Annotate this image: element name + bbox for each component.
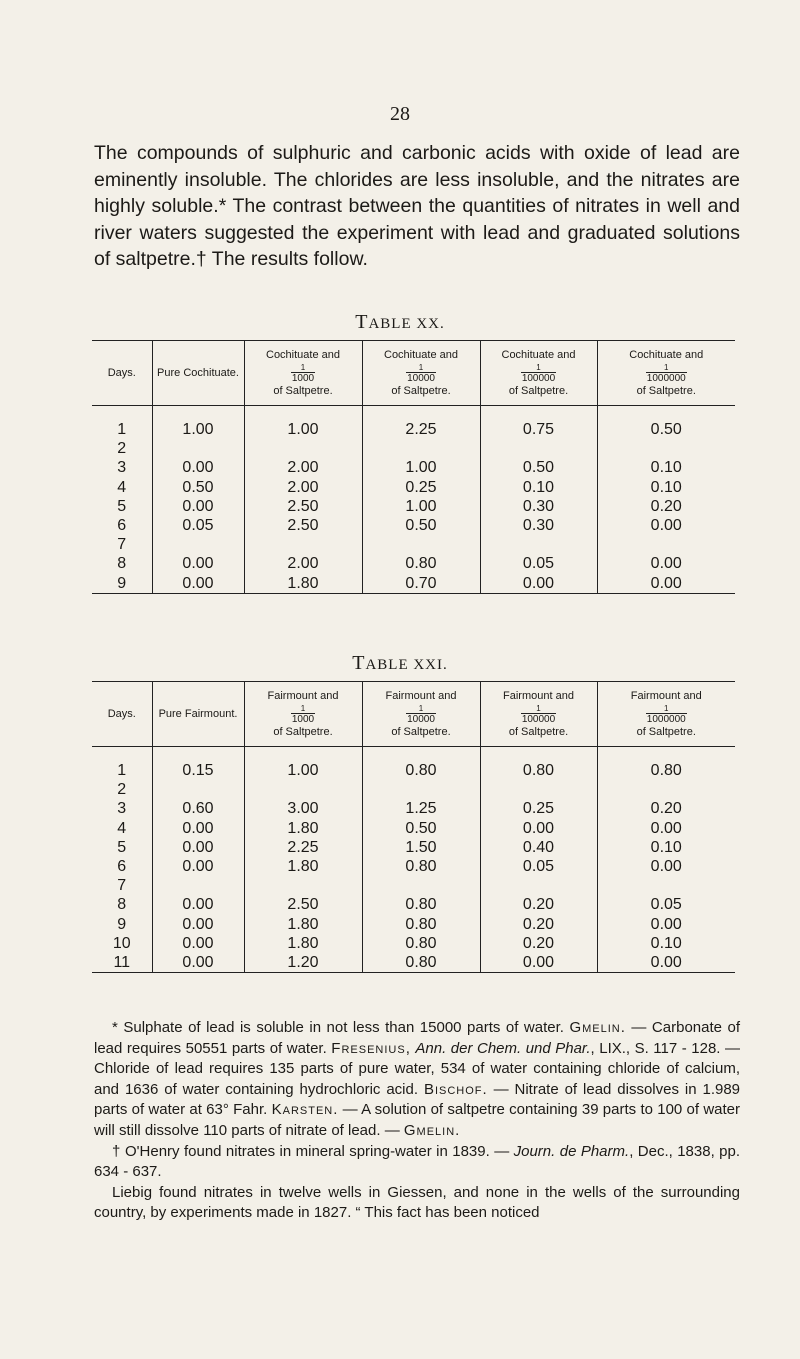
table-xxi-title-rest: ABLE XXI. <box>365 657 448 673</box>
table-cell: 0.00 <box>480 819 597 838</box>
table-row <box>92 953 735 973</box>
table-cell <box>480 780 597 799</box>
footnote-star-text-a: * Sulphate of lead is soluble in not less than 15000 parts of water. <box>112 1019 564 1036</box>
fraction-numerator: 1 <box>300 363 306 372</box>
fraction <box>646 704 687 725</box>
table-cell: 0.70 <box>362 574 480 594</box>
table-cell: 8 <box>117 555 127 573</box>
table-cell: 0.80 <box>362 953 480 973</box>
journal-title-2: Journ. de Pharm. <box>513 1142 630 1160</box>
table-cell <box>244 780 362 799</box>
header-dilution-2 <box>362 341 480 406</box>
fraction-denominator: 10000 <box>407 714 435 725</box>
table-row <box>92 934 735 953</box>
table-row <box>92 799 735 818</box>
table-cell: 7 <box>117 877 127 895</box>
table-cell: 0.10 <box>597 478 735 497</box>
table-xxi <box>92 681 735 973</box>
header-prefix: Cochituate and <box>266 349 340 361</box>
header-suffix: of Saltpetre. <box>273 726 333 738</box>
header-prefix: Cochituate and <box>629 349 704 361</box>
table-cell: 0.20 <box>480 915 597 934</box>
fraction <box>406 704 436 725</box>
table-cell: 0.20 <box>597 497 735 516</box>
fraction-numerator: 1 <box>664 363 669 372</box>
footnote-star-text-c: , LIX., S. 117 - 128. — Chloride of lead requires 135 parts of pure water, 534 of water containing chloride of calcium, and 1636 of water containing hydrochloric acid. <box>94 1039 740 1098</box>
header-prefix: Fairmount and <box>630 690 702 702</box>
table-cell: 0.00 <box>152 574 244 594</box>
fraction-denominator: 100000 <box>521 373 556 384</box>
fraction-denominator: 10000 <box>407 373 435 384</box>
header-dilution-4 <box>597 341 735 406</box>
table-cell: 1.20 <box>244 953 362 973</box>
fraction-numerator: 1 <box>418 363 424 372</box>
table-cell: 1.00 <box>152 406 244 440</box>
footnote-star <box>94 1018 740 1142</box>
table-cell: 9 <box>92 574 152 594</box>
table-cell: 0.50 <box>362 516 480 535</box>
table-xxi-title-initial: T <box>352 652 366 674</box>
table-row <box>92 535 735 554</box>
table-row <box>92 747 735 781</box>
citation-bischof: Bischof. <box>423 1080 488 1098</box>
table-cell: 0.00 <box>480 953 597 973</box>
table-cell <box>362 876 480 895</box>
table-cell: 2 <box>117 781 127 799</box>
header-dilution-3 <box>480 682 597 747</box>
table-cell <box>480 876 597 895</box>
table-cell: 0.80 <box>597 747 735 781</box>
table-cell: 0.20 <box>480 934 597 953</box>
table-cell: 0.30 <box>480 497 597 516</box>
footnote-star-text-b: — Carbonate of lead requires 50551 parts of water. <box>94 1019 741 1057</box>
table-cell: 0.00 <box>152 895 244 914</box>
table-cell: 1.00 <box>244 747 362 781</box>
table-row <box>92 406 735 440</box>
table-cell: 6 <box>117 517 127 535</box>
table-cell: 2.50 <box>244 516 362 535</box>
table-row <box>92 819 735 838</box>
table-cell: 0.25 <box>362 478 480 497</box>
table-cell: 0.20 <box>480 895 597 914</box>
table-cell: 2.25 <box>244 838 362 857</box>
table-cell: 1.80 <box>244 819 362 838</box>
table-cell: 6 <box>117 858 127 876</box>
table-cell: 2.50 <box>244 497 362 516</box>
table-cell <box>152 439 244 458</box>
table-cell <box>244 439 362 458</box>
fraction-denominator: 1000000 <box>646 373 686 384</box>
table-cell: 0.05 <box>152 516 244 535</box>
table-cell: 0.20 <box>597 799 735 818</box>
table-cell: 3.00 <box>244 799 362 818</box>
footnote-dagger-text-b: , Dec., 1838, pp. 634 - 637. <box>94 1142 740 1181</box>
footnote-dagger <box>94 1142 740 1183</box>
table-cell: 0.00 <box>597 819 735 838</box>
table-cell: 0.00 <box>152 497 244 516</box>
table-cell: 0.30 <box>480 516 597 535</box>
table-row <box>92 554 735 573</box>
header-suffix: of Saltpetre. <box>508 385 569 397</box>
table-cell: 0.50 <box>480 458 597 477</box>
table-row <box>92 857 735 876</box>
table-cell: 2 <box>117 440 127 458</box>
table-cell: 0.05 <box>480 857 597 876</box>
table-cell: 1.80 <box>244 934 362 953</box>
header-suffix: of Saltpetre. <box>391 726 451 738</box>
fraction <box>521 363 556 384</box>
header-suffix: of Saltpetre. <box>391 385 451 397</box>
table-row <box>92 458 735 477</box>
header-dilution-2 <box>362 682 480 747</box>
table-cell: 7 <box>117 536 127 554</box>
table-cell: 4 <box>117 478 127 496</box>
table-cell: 2.50 <box>244 895 362 914</box>
header-prefix: Fairmount and <box>503 690 574 702</box>
table-cell: 1.50 <box>362 838 480 857</box>
intro-paragraph: The compounds of sulphuric and carbonic acids with oxide of lead are eminently insoluble. The chlorides are less insoluble, and the nitrates are highly soluble.* The contrast between the quantities of nitrates in well and river waters suggested the experiment with lead and graduated solutions of saltpetre.† The results follow. <box>94 142 740 270</box>
table-cell: 2.25 <box>362 406 480 440</box>
header-row <box>92 682 735 747</box>
table-cell: 0.00 <box>152 857 244 876</box>
table-cell <box>152 876 244 895</box>
table-cell: 0.80 <box>362 747 480 781</box>
fraction <box>521 704 556 725</box>
table-cell: 0.00 <box>597 574 735 594</box>
table-cell: 1.00 <box>362 497 480 516</box>
table-cell: 0.40 <box>480 838 597 857</box>
header-suffix: of Saltpetre. <box>636 385 696 397</box>
table-cell <box>597 439 735 458</box>
table-cell: 0.00 <box>152 915 244 934</box>
header-prefix: Fairmount and <box>267 690 339 702</box>
header-dilution-4 <box>597 682 735 747</box>
table-cell: 0.00 <box>152 554 244 573</box>
header-days: Days. <box>92 682 152 747</box>
citation-karsten: Karsten. <box>271 1101 339 1119</box>
table-cell: 1.25 <box>362 799 480 818</box>
fraction-denominator: 1000 <box>291 373 315 384</box>
table-cell: 0.05 <box>597 895 735 914</box>
fraction-denominator: 1000 <box>291 714 315 725</box>
footnote-star-text-e: — A solution of saltpetre containing 39 parts to 100 of water will still dissolve 110 parts of nitrate of lead. — <box>94 1101 741 1139</box>
table-cell: 8 <box>117 896 127 914</box>
table-cell <box>597 780 735 799</box>
header-suffix: of Saltpetre. <box>508 726 569 738</box>
fraction <box>406 363 436 384</box>
header-dilution-3 <box>480 341 597 406</box>
table-cell <box>362 780 480 799</box>
table-row <box>92 497 735 516</box>
table-cell: 0.00 <box>152 838 244 857</box>
table-xx-title-rest: ABLE XX. <box>368 316 445 332</box>
table-cell: 1 <box>117 421 127 438</box>
table-cell: 1 <box>117 762 127 779</box>
footnote-dagger-text-a: † O'Henry found nitrates in mineral spring-water in 1839. — <box>112 1142 510 1160</box>
table-cell: 9 <box>117 915 127 933</box>
header-prefix: Cochituate and <box>384 349 458 361</box>
table-cell: 0.80 <box>362 934 480 953</box>
table-cell: 3 <box>117 459 127 477</box>
header-pure: Pure Cochituate. <box>152 341 244 406</box>
table-cell: 2.00 <box>244 478 362 497</box>
table-row <box>92 439 735 458</box>
table-cell: 0.60 <box>152 799 244 818</box>
table-cell: 4 <box>117 819 127 837</box>
table-cell: 0.00 <box>597 915 735 934</box>
table-cell: 2.00 <box>244 458 362 477</box>
fraction <box>291 704 315 725</box>
table-xx-title <box>0 311 800 334</box>
header-suffix: of Saltpetre. <box>636 726 696 738</box>
footnote-liebig: Liebig found nitrates in twelve wells in Giessen, and none in the wells of the surrounding country, by experiments made in 1827. “ This fact has been noticed <box>94 1183 740 1222</box>
fraction-numerator: 1 <box>536 704 541 713</box>
header-dilution-1 <box>244 341 362 406</box>
citation-fresenius: Fresenius, <box>331 1039 411 1057</box>
footnotes <box>94 1018 740 1224</box>
table-cell: 1.80 <box>244 857 362 876</box>
table-cell: 5 <box>117 497 127 515</box>
fraction-numerator: 1 <box>418 704 424 713</box>
table-cell <box>480 439 597 458</box>
table-cell: 5 <box>117 838 127 856</box>
page-number: 28 <box>390 103 410 125</box>
table-cell <box>362 535 480 554</box>
table-cell: 0.80 <box>480 747 597 781</box>
table-cell: 0.80 <box>362 895 480 914</box>
table-cell <box>480 535 597 554</box>
table-cell <box>362 439 480 458</box>
table-row <box>92 876 735 895</box>
citation-gmelin-2: Gmelin. <box>403 1121 461 1139</box>
table-row <box>92 838 735 857</box>
table-cell: 0.15 <box>152 747 244 781</box>
header-dilution-1 <box>244 682 362 747</box>
table-cell: 11 <box>92 953 152 973</box>
table-row <box>92 915 735 934</box>
table-cell: 3 <box>117 800 127 818</box>
table-cell: 0.50 <box>597 406 735 440</box>
table-cell: 0.00 <box>597 857 735 876</box>
table-cell: 2.00 <box>244 554 362 573</box>
table-xxi-title <box>0 652 800 675</box>
table-cell: 1.80 <box>244 574 362 594</box>
table-cell: 0.00 <box>597 554 735 573</box>
table-cell: 10 <box>112 934 131 952</box>
table-cell: 0.10 <box>597 458 735 477</box>
table-cell: 0.80 <box>362 554 480 573</box>
table-cell: 0.80 <box>362 857 480 876</box>
table-cell: 0.00 <box>152 458 244 477</box>
table-cell: 0.50 <box>152 478 244 497</box>
fraction <box>291 363 315 384</box>
table-cell <box>244 876 362 895</box>
table-cell: 0.25 <box>480 799 597 818</box>
fraction-denominator: 1000000 <box>646 714 686 725</box>
header-suffix: of Saltpetre. <box>273 385 333 397</box>
table-row <box>92 574 735 594</box>
header-prefix: Fairmount and <box>385 690 457 702</box>
table-cell: 0.00 <box>152 819 244 838</box>
header-prefix: Cochituate and <box>501 349 576 361</box>
header-days: Days. <box>92 341 152 406</box>
fraction-denominator: 100000 <box>521 714 556 725</box>
table-cell: 0.00 <box>480 574 597 594</box>
fraction-numerator: 1 <box>664 704 669 713</box>
fraction <box>646 363 687 384</box>
table-cell: 0.05 <box>480 554 597 573</box>
table-cell: 1.00 <box>362 458 480 477</box>
table-cell <box>597 876 735 895</box>
fraction-numerator: 1 <box>536 363 541 372</box>
table-xx <box>92 340 735 594</box>
table-cell <box>152 780 244 799</box>
header-pure: Pure Fairmount. <box>152 682 244 747</box>
table-cell: 1.00 <box>244 406 362 440</box>
table-cell: 0.10 <box>597 838 735 857</box>
table-cell: 0.00 <box>597 516 735 535</box>
table-cell: 0.00 <box>152 953 244 973</box>
footnote-star-text-d: — Nitrate of lead dissolves in 1.989 parts of water at 63° Fahr. <box>94 1080 741 1119</box>
table-xx-title-initial: T <box>355 311 369 333</box>
journal-title: Ann. der Chem. und Phar. <box>415 1039 591 1057</box>
table-cell: 0.80 <box>362 915 480 934</box>
header-row <box>92 341 735 406</box>
table-cell <box>597 535 735 554</box>
table-cell: 1.80 <box>244 915 362 934</box>
table-row <box>92 780 735 799</box>
fraction-numerator: 1 <box>300 704 306 713</box>
table-cell: 0.00 <box>597 953 735 973</box>
table-cell: 0.10 <box>597 934 735 953</box>
citation-gmelin: Gmelin. <box>569 1019 626 1036</box>
table-row <box>92 478 735 497</box>
table-cell: 0.00 <box>152 934 244 953</box>
table-cell: 0.75 <box>480 406 597 440</box>
table-cell <box>244 535 362 554</box>
table-cell: 0.50 <box>362 819 480 838</box>
table-row <box>92 516 735 535</box>
table-row <box>92 895 735 914</box>
table-cell: 0.10 <box>480 478 597 497</box>
table-cell <box>152 535 244 554</box>
